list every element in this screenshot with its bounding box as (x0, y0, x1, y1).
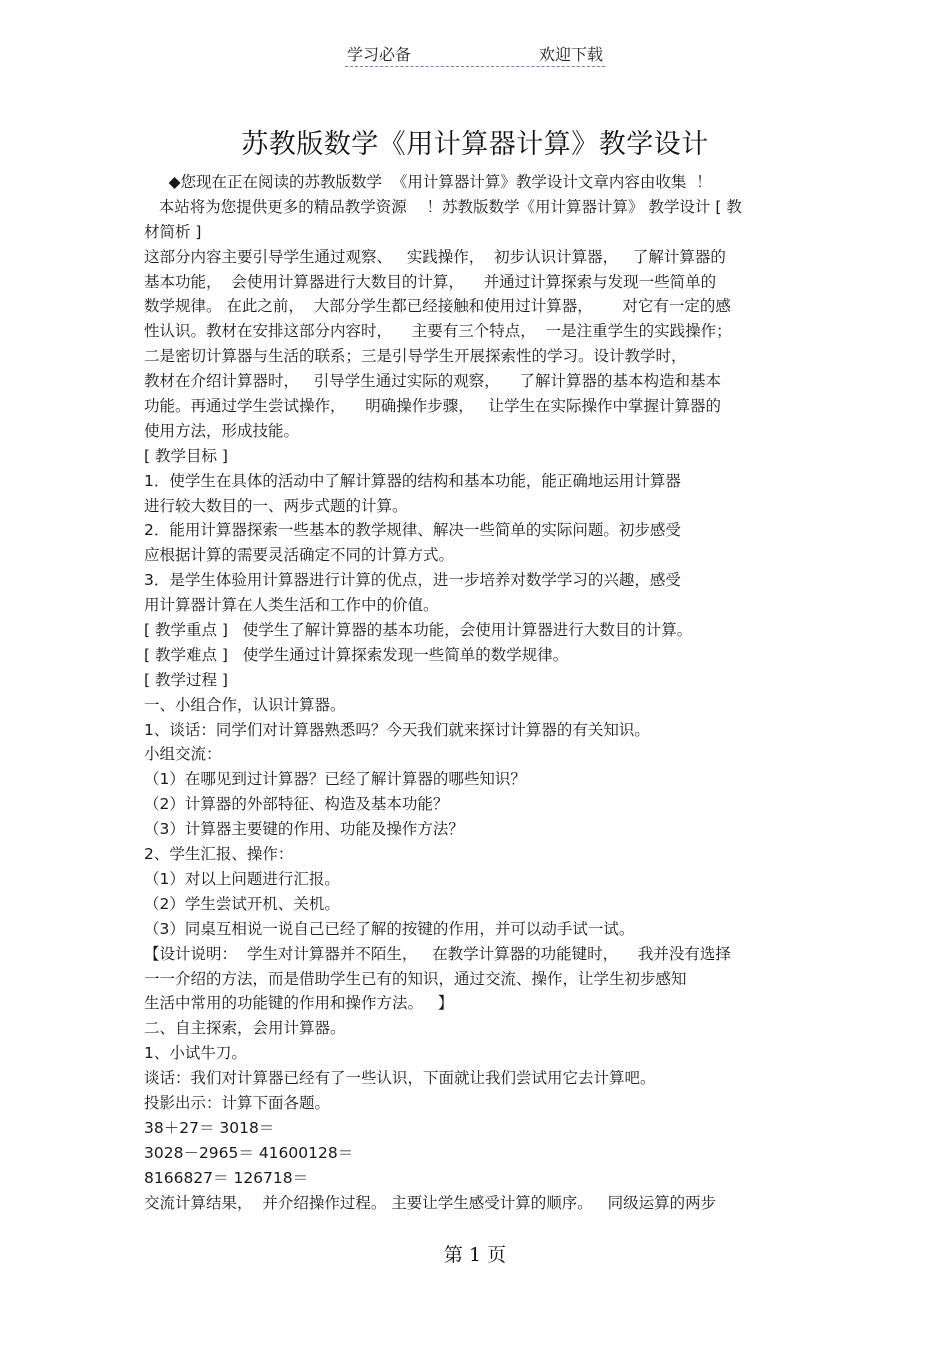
body-line: 应根据计算的需要灵活确定不同的计算方式。 (144, 546, 455, 565)
body-line: [ 教学目标 ] (144, 446, 228, 465)
page-number: 第 1 页 (443, 1244, 507, 1266)
header-left-text: 学习必备 (347, 45, 412, 64)
document-title: 苏教版数学《用计算器计算》教学设计 (241, 129, 709, 160)
body-line: 交流计算结果， 并介绍操作过程。 主要让学生感受计算的顺序。 同级运算的两步 (144, 1193, 717, 1212)
body-line: 一一介绍的方法，而是借助学生已有的知识，通过交流、操作，让学生初步感知 (144, 969, 687, 988)
body-line: 一、小组合作，认识计算器。 (144, 695, 346, 714)
body-line: （3）计算器主要键的作用、功能及操作方法？ (144, 820, 464, 839)
body-line: 小组交流： (144, 745, 222, 764)
body-line: 【设计说明： 学生对计算器并不陌生， 在教学计算器的功能键时， 我并没有选择 (144, 944, 731, 963)
page-header (345, 38, 605, 67)
body-line: 二、自主探索，会用计算器。 (144, 1019, 346, 1038)
body-line: 8166827＝ 126718＝ (144, 1168, 309, 1187)
body-line: 这部分内容主要引导学生通过观察、 实践操作， 初步认识计算器， 了解计算器的 (144, 247, 726, 266)
body-line: 进行较大数目的一、两步式题的计算。 (144, 496, 408, 515)
body-line: 生活中常用的功能键的作用和操作方法。 】 (144, 994, 454, 1013)
document-body (144, 170, 814, 1215)
body-line: （1）对以上问题进行汇报。 (144, 869, 340, 888)
body-line: [ 教学难点 ] 使学生通过计算探索发现一些简单的数学规律。 (144, 645, 569, 664)
body-line: 用计算器计算在人类生活和工作中的价值。 (144, 596, 439, 615)
body-line: ◆您现在正在阅读的苏教版数学 《用计算器计算》教学设计文章内容由收集 ！ (144, 173, 712, 191)
body-line: 投影出示：计算下面各题。 (144, 1093, 331, 1112)
body-line: 教材在介绍计算器时， 引导学生通过实际的观察， 了解计算器的基本构造和基本 (144, 372, 721, 391)
body-line: （2）学生尝试开机、关机。 (144, 894, 340, 913)
body-line: 谈话：我们对计算器已经有了一些认识，下面就让我们尝试用它去计算吧。 (144, 1069, 656, 1088)
body-line: 数学规律。 在此之前， 大部分学生都已经接触和使用过计算器， 对它有一定的感 (144, 297, 731, 316)
body-line: 2．能用计算器探索一些基本的教学规律、解决一些简单的实际问题。初步感受 (144, 521, 681, 540)
body-line: 1．使学生在具体的活动中了解计算器的结构和基本功能，能正确地运用计算器 (144, 471, 681, 490)
body-line: [ 教学过程 ] (144, 670, 228, 689)
body-line: 1、谈话：同学们对计算器熟悉吗？今天我们就来探讨计算器的有关知识。 (144, 720, 650, 739)
header-right-text: 欢迎下载 (538, 45, 603, 64)
body-line: 3．是学生体验用计算器进行计算的优点，进一步培养对数学学习的兴趣，感受 (144, 571, 681, 590)
body-line: 性认识。教材在安排这部分内容时， 主要有三个特点， 一是注重学生的实践操作； (144, 322, 732, 341)
body-line: 基本功能， 会使用计算器进行大数目的计算， 并通过计算探索与发现一些简单的 (144, 272, 717, 291)
body-line: 二是密切计算器与生活的联系；三是引导学生开展探索性的学习。设计教学时， (144, 347, 687, 366)
body-line: 3028－2965＝ 41600128＝ (144, 1143, 354, 1162)
body-line: （1）在哪见到过计算器？已经了解计算器的哪些知识？ (144, 770, 526, 789)
body-line: （3）同桌互相说一说自己已经了解的按键的作用，并可以动手试一试。 (144, 919, 635, 938)
body-line: 使用方法，形成技能。 (144, 421, 300, 440)
body-line: 2、学生汇报、操作： (144, 845, 294, 864)
body-line: 材简析 ] (144, 222, 202, 241)
body-line: 1、小试牛刀。 (144, 1044, 247, 1063)
body-line: 38＋27＝ 3018＝ (144, 1118, 275, 1137)
body-line: 功能。再通过学生尝试操作， 明确操作步骤， 让学生在实际操作中掌握计算器的 (144, 397, 721, 416)
body-line: （2）计算器的外部特征、构造及基本功能？ (144, 795, 449, 814)
body-line: 本站将为您提供更多的精品教学资源 ！苏教版数学《用计算器计算》 教学设计 [ 教 (144, 197, 742, 216)
body-line: [ 教学重点 ] 使学生了解计算器的基本功能，会使用计算器进行大数目的计算。 (144, 621, 693, 640)
